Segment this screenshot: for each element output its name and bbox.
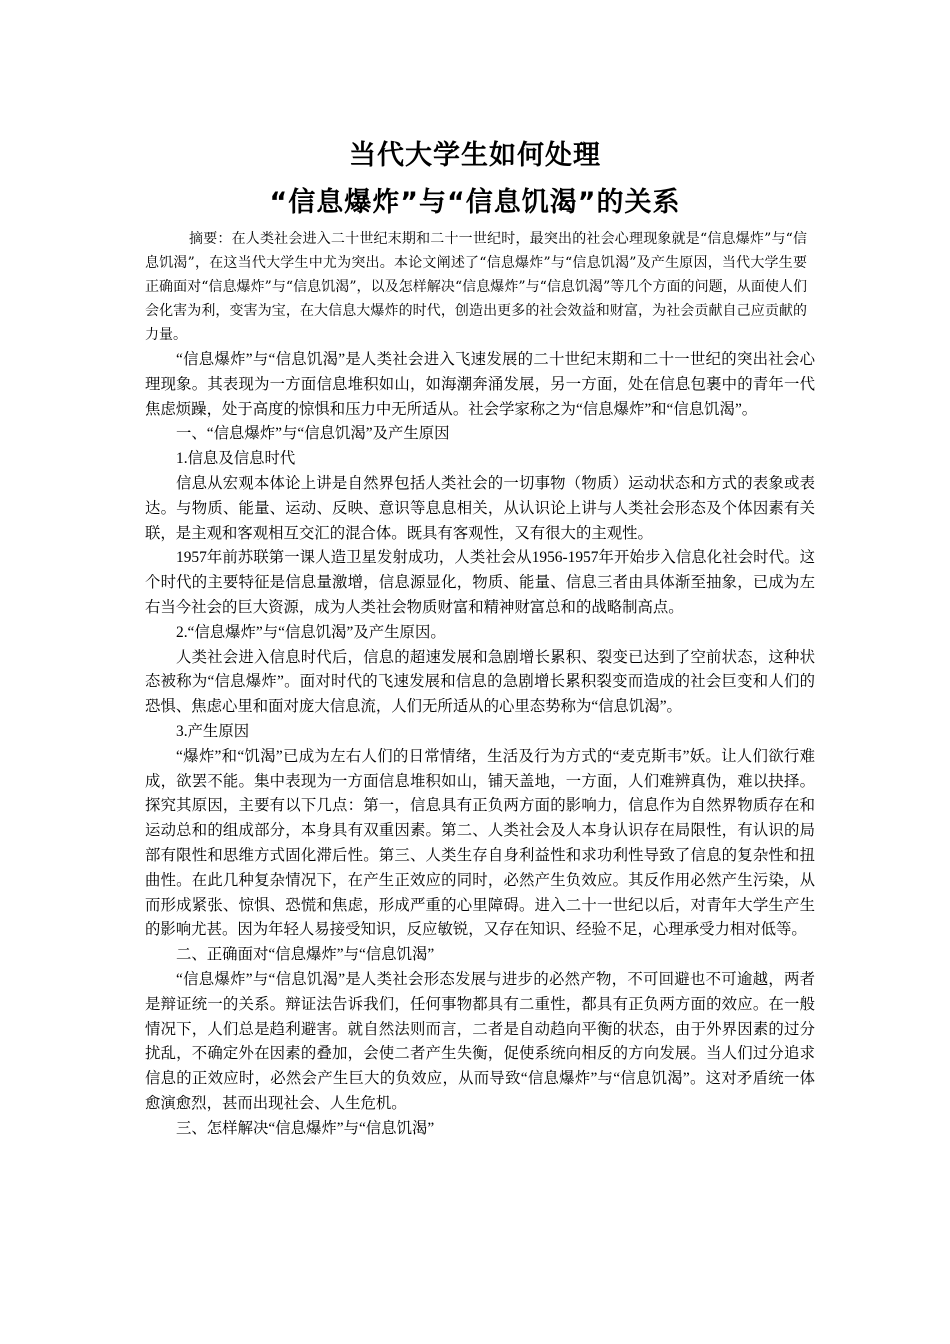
body-paragraph: 人类社会进入信息时代后，信息的超速发展和急剧增长累积、裂变已达到了空前状态，这种状态被称为“信息爆炸”。面对时代的飞速发展和信息的急剧增长累积裂变而造成的社会巨变和人们的恐惧、焦虑心里和面对庞大信息流，人们无所适从的心里态势称为“信息饥渴”。 <box>145 648 815 716</box>
body-paragraph: 信息从宏观本体论上讲是自然界包括人类社会的一切事物（物质）运动状态和方式的表象或表达。与物质、能量、运动、反映、意识等息息相关，从认识论上讲与人类社会形态及个体因素有关联，是主观和客观相互交汇的混合体。既具有客观性，又有很大的主观性。 <box>145 474 815 542</box>
body-paragraph: “信息爆炸”与“信息饥渴”是人类社会形态发展与进步的必然产物，不可回避也不可逾越，两者是辩证统一的关系。辩证法告诉我们，任何事物都具有二重性，都具有正负两方面的效应。在一般情况下，人们总是趋利避害。就自然法则而言，二者是自动趋向平衡的状态，由于外界因素的过分扰乱，不确定外在因素的叠加，会使二者产生失衡，促使系统向相反的方向发展。当人们过分追求信息的正效应时，必然会产生巨大的负效应，从而导致“信息爆炸”与“信息饥渴”。这对矛盾统一体愈演愈烈，甚而出现社会、人生危机。 <box>145 970 815 1112</box>
abstract-paragraph: 摘要：在人类社会进入二十世纪末期和二十一世纪时，最突出的社会心理现象就是“信息爆炸”与“信息饥渴”，在这当代大学生中尤为突出。本论文阐述了“信息爆炸”与“信息饥渴”及产生原因，当代大学生要正确面对“信息爆炸”与“信息饥渴”，以及怎样解决“信息爆炸”与“信息饥渴”等几个方面的问题，从面使人们会化害为利，变害为宝，在大信息大爆炸的时代，创造出更多的社会效益和财富，为社会贡献自己应贡献的力量。 <box>145 231 807 343</box>
subsection-heading-2: 2.“信息爆炸”与“信息饥渴”及产生原因。 <box>176 623 446 641</box>
subsection-heading-1: 1.信息及信息时代 <box>176 450 296 468</box>
body-paragraph: “爆炸”和“饥渴”已成为左右人们的日常情绪，生活及行为方式的“麦克斯韦”妖。让人们欲行难成，欲罢不能。集中表现为一方面信息堆积如山，铺天盖地，一方面，人们难辨真伪，难以抉择。探究其原因，主要有以下几点：第一，信息具有正负两方面的影响力，信息作为自然界物质存在和运动总和的组成部分，本身具有双重因素。第二、人类社会及人本身认识存在局限性，有认识的局部有限性和思维方式固化滞后性。第三、人类生存自身利益性和求功利性导致了信息的复杂性和扭曲性。在此几种复杂情况下，在产生正效应的同时，必然产生负效应。其反作用必然产生污染，从而形成紧张、惊惧、恐慌和焦虑，形成严重的心里障碍。进入二十一世纪以后，对青年大学生产生的影响尤甚。因为年轻人易接受知识，反应敏锐，又存在知识、经验不足，心理承受力相对低等。 <box>145 747 815 939</box>
section-heading-3: 三、怎样解决“信息爆炸”与“信息饥渴” <box>176 1119 435 1137</box>
document-body <box>145 348 815 1142</box>
body-paragraph: 1957年前苏联第一课人造卫星发射成功，人类社会从1956-1957年开始步入信息化社会时代。这个时代的主要特征是信息量激增，信息源显化，物质、能量、信息三者由具体渐至抽象，已成为左右当今社会的巨大资源，成为人类社会物质财富和精神财富总和的战略制高点。 <box>145 549 815 616</box>
section-heading-2: 二、正确面对“信息爆炸”与“信息饥渴” <box>176 946 435 964</box>
subsection-heading-3: 3.产生原因 <box>176 722 250 740</box>
body-paragraph: “信息爆炸”与“信息饥渴”是人类社会进入飞速发展的二十世纪末期和二十一世纪的突出社会心理现象。其表现为一方面信息堆积如山，如海潮奔涌发展，另一方面，处在信息包裹中的青年一代焦虑烦躁，处于高度的惊惧和压力中无所适从。社会学家称之为“信息爆炸”和“信息饥渴”。 <box>145 351 815 418</box>
page-title-line-2: “信息爆炸”与“信息饥渴”的关系 <box>269 187 681 218</box>
page-title-line-1: 当代大学生如何处理 <box>349 140 601 171</box>
section-heading-1: 一、“信息爆炸”与“信息饥渴”及产生原因 <box>176 425 450 443</box>
